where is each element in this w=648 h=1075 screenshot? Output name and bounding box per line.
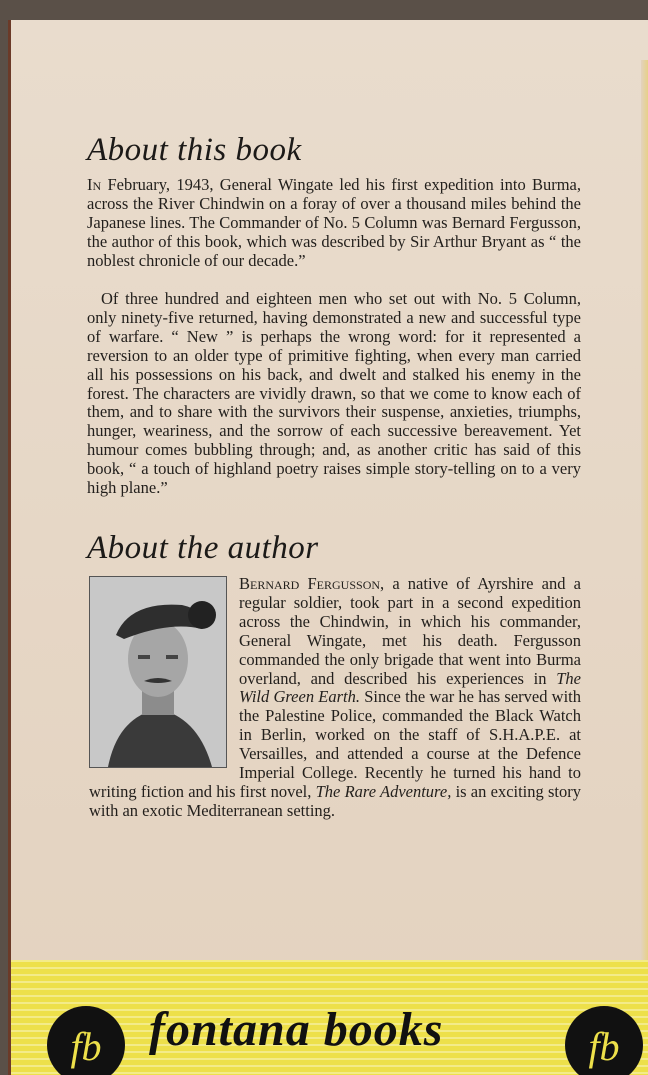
publisher-name: fontana books [149,1003,444,1056]
lead-word: In [87,175,102,194]
about-book-heading: About this book [87,132,302,168]
author-text-b: Since the war he has served with the Palestine Police, commanded the Black Watch in Berlin, worked on the staff of S.H.A.P.E. at Versailles, and attended a course at the Defence Imperial College. Recently he turned his hand to writing fiction and his first novel, [89,687,582,801]
about-book-paragraph-2: Of three hundred and eighteen men who set out with No. 5 Column, only ninety-five returned, having demonstrated a new and successful type of warfare. “ New ” is perhaps the wrong word: for it represented a reversion to an older type of primitive fighting, when every man carried all his possessions on his back, and dwelt and stalked his enemy in the forest. The characters are vividly drawn, so that we come to know each of them, and to share with the survivors their suspense, anxieties, triumphs, hunger, weariness, and the sorrow of each successive bereavement. Yet humour comes bubbling through; and, as another critic has said of this book, “ a touch of highland poetry raises simple story-telling on to a very high plane.” [87,289,581,498]
book-title-rare-adventure: The Rare Adventure, [315,781,452,801]
about-author-heading: About the author [87,530,319,566]
book-title-wild-green-earth: The Wild Green Earth. [239,668,581,707]
about-book-paragraph-1 [87,176,581,271]
author-text-a: a native of Ayrshire and a regular soldier, took part in a second expedition across the Chindwin, in which his commander, General Wingate, met his death. Fergusson commanded the only brigade that went into Burma overland, and described his experiences in [239,574,581,688]
cover-edge [641,60,648,990]
author-text-c: is an exciting story with an exotic Mediterranean setting. [89,781,582,820]
fontana-logo-icon [47,1006,125,1075]
logo-text: fb [70,1024,102,1069]
author-photo [89,576,227,768]
author-portrait-icon [90,577,226,767]
fontana-logo-icon [565,1006,643,1075]
logo-text: fb [588,1024,620,1069]
back-cover [8,20,648,1075]
author-name: Bernard Fergusson, [239,574,385,593]
paragraph-text: February, 1943, General Wingate led his first expedition into Burma, across the River Chindwin on a foray of over a thousand miles behind the Japanese lines. The Commander of No. 5 Column was Bernard Fergusson, the author of this book, which was described by Sir Arthur Bryant as “ the noblest chronicle of our decade.” [87,175,582,270]
